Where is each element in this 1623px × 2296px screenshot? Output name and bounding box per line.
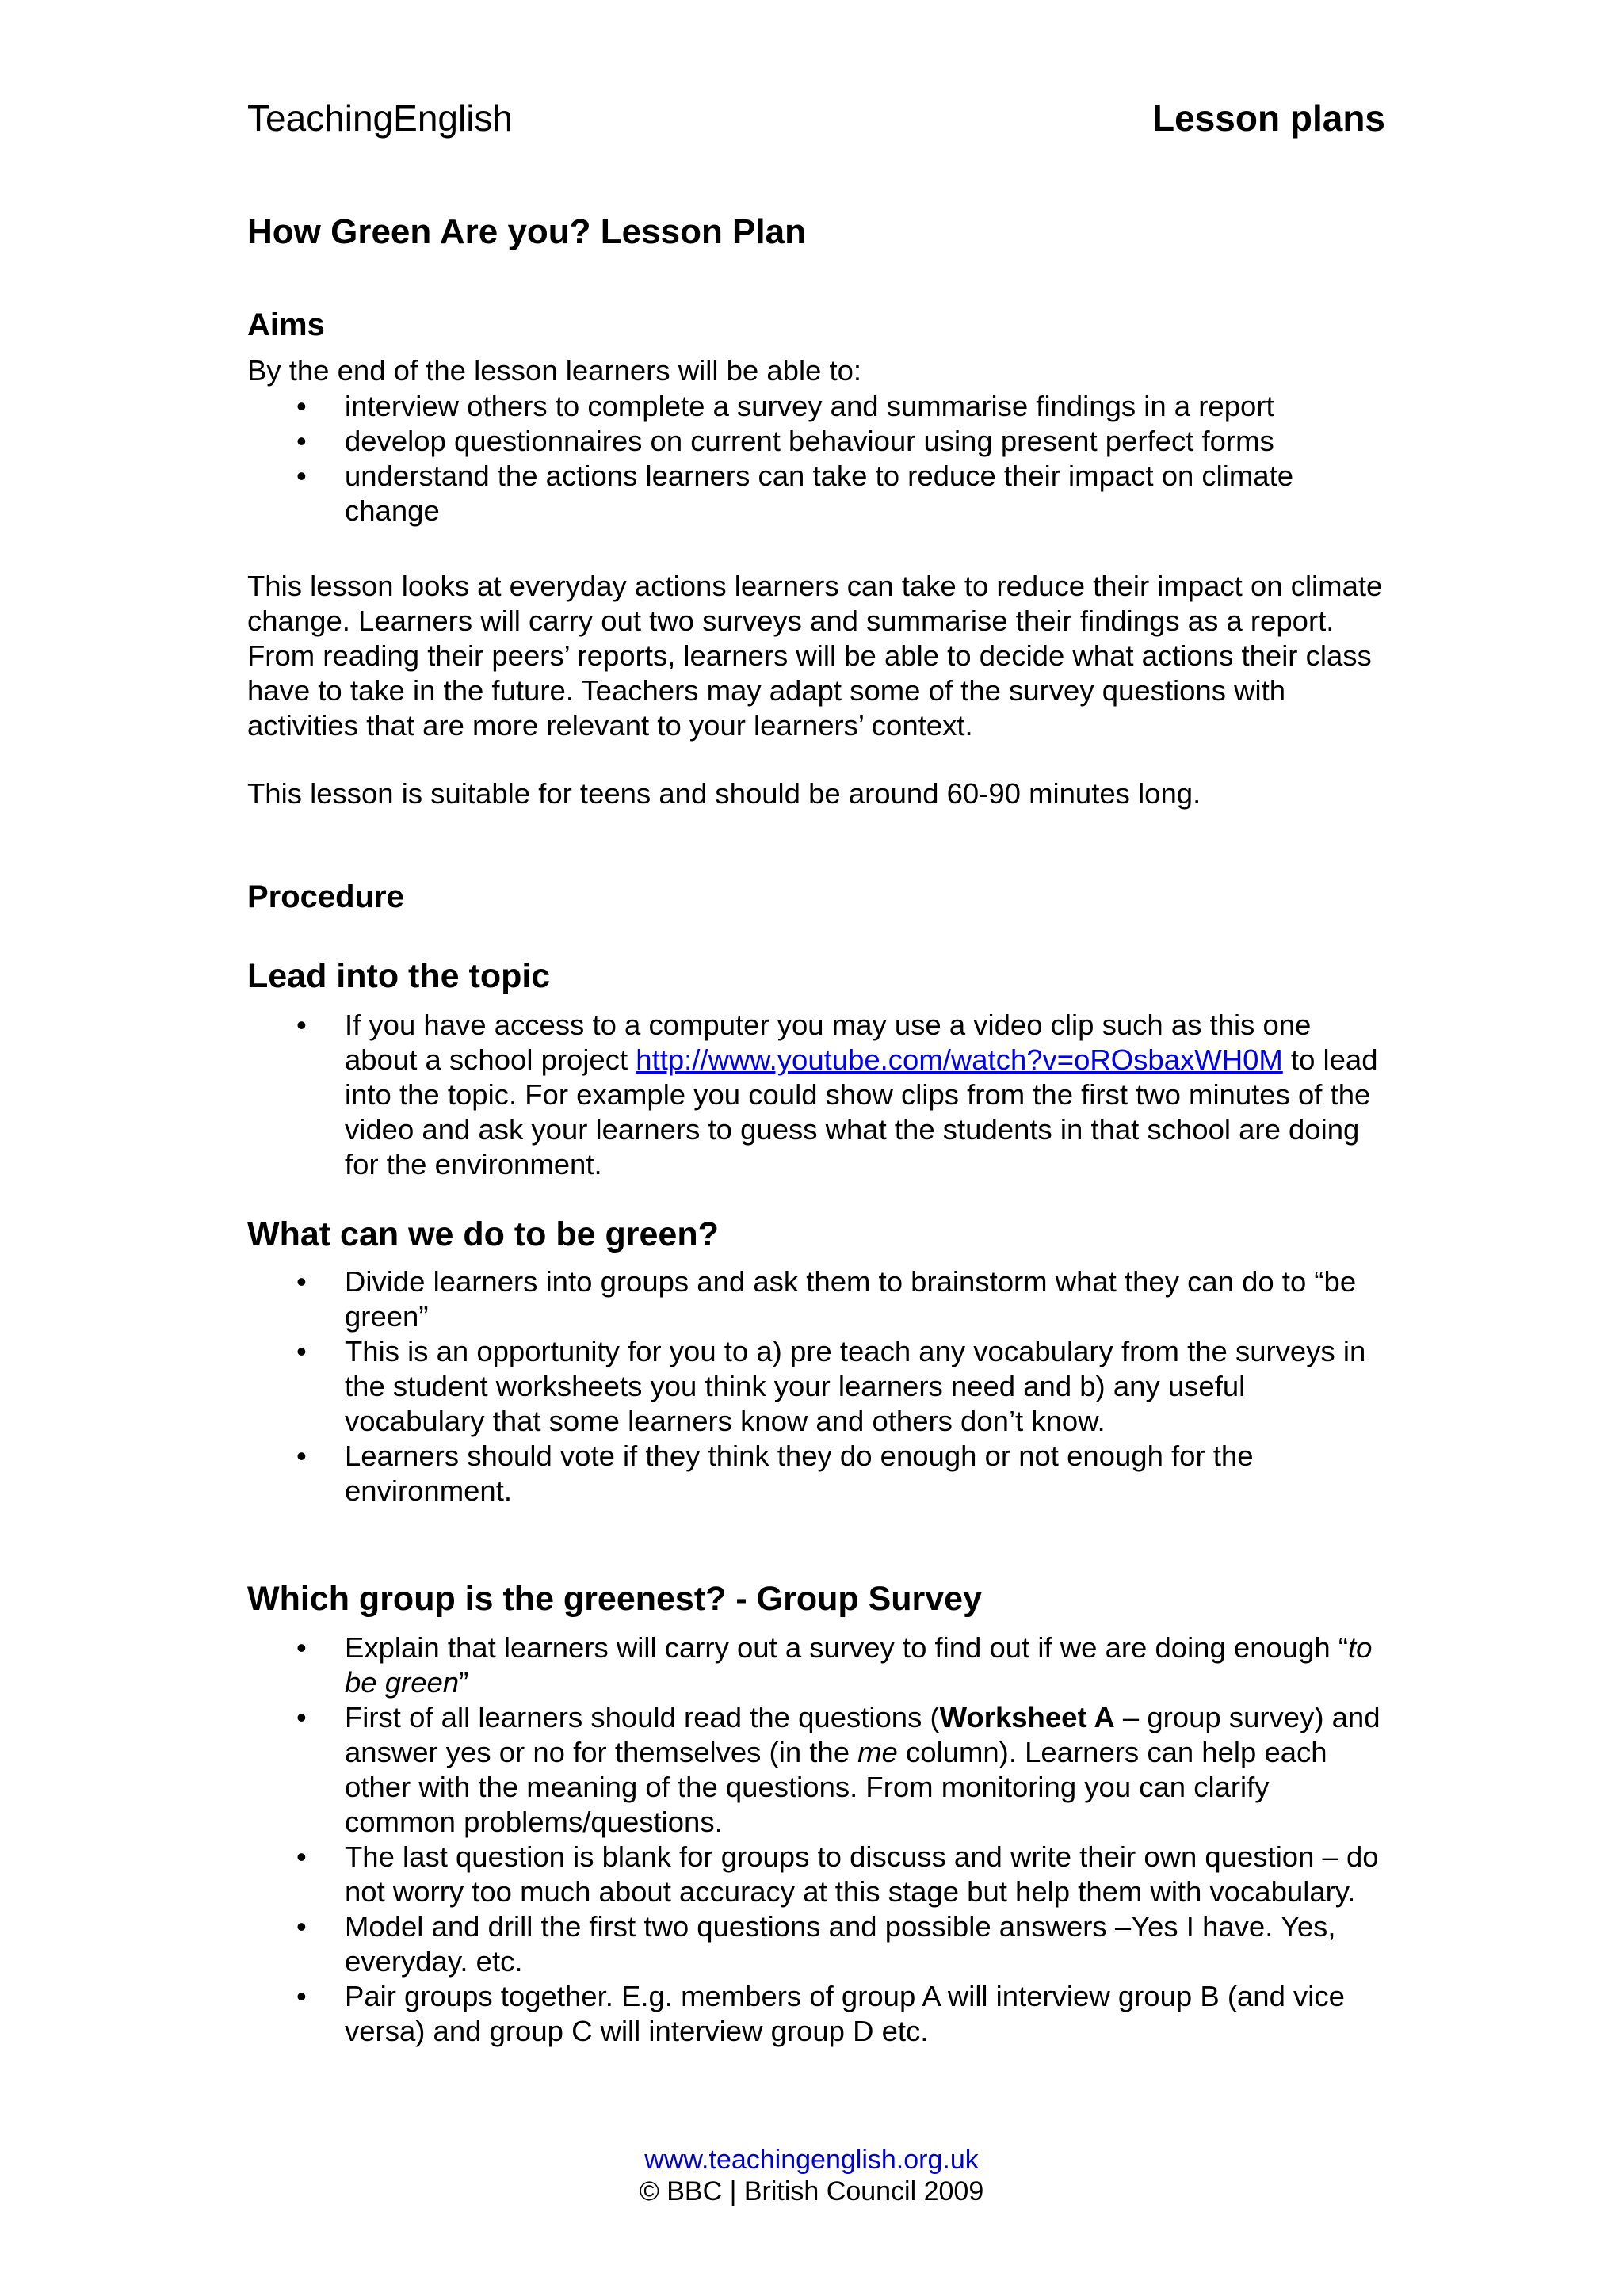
list-item: • If you have access to a computer you may use a video clip such as this one about a school project http://www.youtube.com/watch?v=oROsbaxWH0M to lead into the topic. For example you could show clips from the first two minutes of the video and ask your learners to guess what the students in that school are doing for the environment. (296, 1009, 1378, 1180)
list-item: • This is an opportunity for you to a) pre teach any vocabulary from the surveys in the student worksheets you think your learners need and b) any useful vocabulary that some learners know and others don’t know. (296, 1335, 1366, 1437)
page-header (247, 97, 1385, 144)
bullet-icon: • (296, 1009, 307, 1041)
bullet-icon: • (296, 1440, 307, 1472)
lead-in-list (247, 1008, 1385, 1182)
list-item: • Divide learners into groups and ask them to brainstorm what they can do to “be green” (296, 1265, 1357, 1333)
aims-heading: Aims (247, 307, 325, 342)
bullet-icon: • (296, 1840, 307, 1873)
bullet-icon: • (296, 1910, 307, 1943)
bullet-icon: • (296, 1980, 307, 2012)
duration-paragraph: This lesson is suitable for teens and should be around 60-90 minutes long. (247, 777, 1201, 810)
section-label: Lesson plans (1152, 97, 1385, 139)
lead-in-heading: Lead into the topic (247, 957, 551, 995)
group-survey-heading: Which group is the greenest? - Group Survey (247, 1580, 982, 1618)
list-item: • develop questionnaires on current behaviour using present perfect forms (296, 425, 1274, 457)
be-green-heading: What can we do to be green? (247, 1215, 719, 1253)
bullet-icon: • (296, 390, 307, 422)
list-item: • Pair groups together. E.g. members of group A will interview group B (and vice versa) and group C will interview group D etc. (296, 1980, 1345, 2047)
bullet-icon: • (296, 1335, 307, 1367)
list-item: • Model and drill the first two questions and possible answers –Yes I have. Yes, everyday. etc. (296, 1910, 1336, 1978)
list-item: • The last question is blank for groups to discuss and write their own question – do not worry too much about accuracy at this stage but help them with vocabulary. (296, 1840, 1379, 1908)
bullet-icon: • (296, 1265, 307, 1298)
video-link[interactable]: http://www.youtube.com/watch?v=oROsbaxWH0M (636, 1043, 1283, 1076)
aims-list (247, 389, 1385, 528)
list-item: • understand the actions learners can take to reduce their impact on climate change (296, 460, 1294, 527)
group-survey-list (247, 1630, 1385, 2049)
bullet-icon: • (296, 425, 307, 457)
bullet-icon: • (296, 460, 307, 492)
page-footer (0, 2144, 1623, 2207)
overview-paragraph: This lesson looks at everyday actions learners can take to reduce their impact on climate change. Learners will carry out two surveys and summarise their findings as a report. From reading their peers’ reports, learners will be able to decide what actions their class have to take in the future. Teachers may adapt some of the survey questions with activities that are more relevant to your learners’ context. (247, 570, 1383, 742)
be-green-list (247, 1264, 1385, 1508)
procedure-heading: Procedure (247, 879, 404, 914)
list-item: • First of all learners should read the questions (Worksheet A – group survey) and answer yes or no for themselves (in the me column). Learners can help each other with the meaning of the questions. From monitoring you can clarify common problems/questions. (296, 1701, 1381, 1838)
list-item: • Learners should vote if they think they do enough or not enough for the environment. (296, 1440, 1254, 1507)
aims-intro: By the end of the lesson learners will be able to: (247, 354, 862, 387)
footer-copyright: © BBC | British Council 2009 (639, 2176, 984, 2206)
page-title: How Green Are you? Lesson Plan (247, 212, 806, 251)
list-item: • Explain that learners will carry out a survey to find out if we are doing enough “to be green” (296, 1631, 1373, 1699)
bullet-icon: • (296, 1701, 307, 1733)
list-item: • interview others to complete a survey and summarise findings in a report (296, 390, 1274, 422)
brand-name: TeachingEnglish (247, 97, 514, 139)
bullet-icon: • (296, 1631, 307, 1664)
footer-website-link[interactable]: www.teachingenglish.org.uk (644, 2145, 979, 2175)
